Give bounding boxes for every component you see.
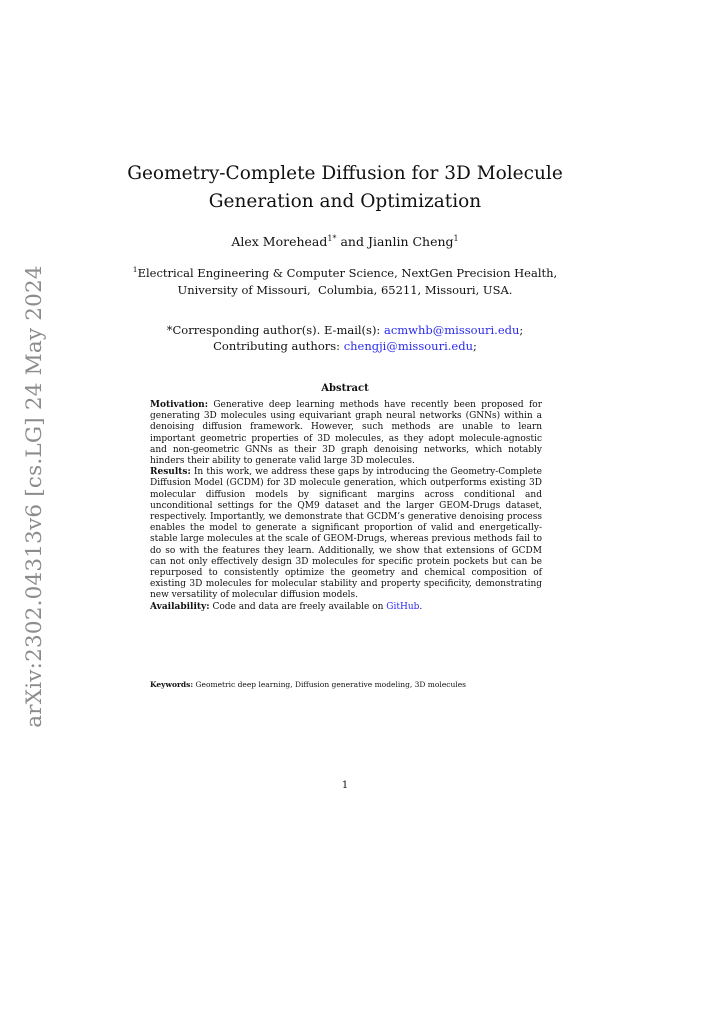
results-label: Results:: [150, 467, 191, 478]
corresponding-author-line: [110, 322, 580, 338]
motivation-text: Generative deep learning methods have recently been proposed for generating 3D molecules using equivariant graph neural networks (GNNs) within a denoising diffusion framework. However, such methods are unable to learn important geometric properties of 3D molecules, as they adopt molecule-agnostic and non-geometric GNNs as their 3D graph denoising networks, which notably hinders their ability to generate valid large 3D molecules.: [150, 400, 542, 467]
availability-label: Availability:: [150, 601, 210, 612]
availability-text: Code and data are freely available on: [209, 601, 387, 612]
corresponding-author-email-link[interactable]: acmwhb@missouri.edu: [383, 323, 520, 337]
author-1-affiliation-mark: 1*: [327, 234, 337, 243]
corresponding-author-label: *Corresponding author(s). E-mail(s):: [166, 323, 384, 337]
affiliation: [110, 261, 580, 299]
contributing-author-email-link[interactable]: chengji@missouri.edu: [343, 339, 473, 353]
abstract-body: [150, 400, 542, 613]
arxiv-identifier-stamp: [14, 264, 54, 728]
abstract-motivation-paragraph: [150, 400, 542, 467]
contributing-author-label: Contributing authors:: [213, 339, 344, 353]
affiliation-line-1-text: Electrical Engineering & Computer Science, NextGen Precision Health,: [137, 265, 558, 280]
contributing-author-suffix: ;: [472, 339, 477, 353]
paper-title: [120, 160, 570, 216]
github-link[interactable]: GitHub: [386, 601, 420, 612]
keywords-text: Geometric deep learning, Diffusion generative modeling, 3D molecules: [193, 680, 466, 689]
author-2-affiliation-mark: 1: [453, 234, 459, 243]
motivation-label: Motivation:: [150, 400, 209, 410]
author-name-2: Jianlin Cheng: [367, 234, 454, 250]
affiliation-line-1: [110, 261, 580, 282]
paper-title-line-1: Geometry-Complete Diffusion for 3D Molecule: [127, 163, 563, 184]
paper-title-line-2: Generation and Optimization: [208, 191, 482, 212]
author-joiner: and: [336, 234, 368, 250]
correspondence-block: [110, 322, 580, 354]
keywords-label: Keywords:: [150, 680, 194, 689]
arxiv-identifier-text: arXiv:2302.04313v6 [cs.LG] 24 May 2024: [21, 264, 47, 728]
author-list: [120, 234, 570, 249]
abstract-availability-paragraph: [150, 602, 542, 613]
affiliation-mark: 1: [132, 265, 138, 274]
author-name-1: Alex Morehead: [231, 234, 328, 250]
affiliation-line-2: University of Missouri, Columbia, 65211, Missouri, USA.: [177, 282, 513, 297]
page-number: 1: [341, 780, 349, 791]
results-text: In this work, we address these gaps by introducing the Geometry-Complete Diffusion Model (GCDM) for 3D molecule generation, which outperforms existing 3D molecular diffusion models by significant margins across conditional and unconditional settings for the QM9 dataset and the larger GEOM-Drugs dataset, respectively. Importantly, we demonstrate that GCDM’s generative denoising process enables the model to generate a significant proportion of valid and energetically-stable large molecules at the scale of GEOM-Drugs, whereas previous methods fail to do so with the features they learn. Additionally, we show that extensions of GCDM can not only effectively design 3D molecules for specific protein pockets but can be repurposed to consistently optimize the geometry and chemical composition of existing 3D molecules for molecular stability and property specificity, demonstrating new versatility of molecular diffusion models.: [150, 467, 542, 601]
corresponding-author-suffix: ;: [519, 323, 524, 337]
availability-end: .: [419, 601, 423, 612]
abstract-results-paragraph: [150, 467, 542, 601]
abstract-heading: Abstract: [321, 383, 369, 394]
contributing-author-line: [110, 338, 580, 354]
keywords-line: [150, 680, 542, 690]
